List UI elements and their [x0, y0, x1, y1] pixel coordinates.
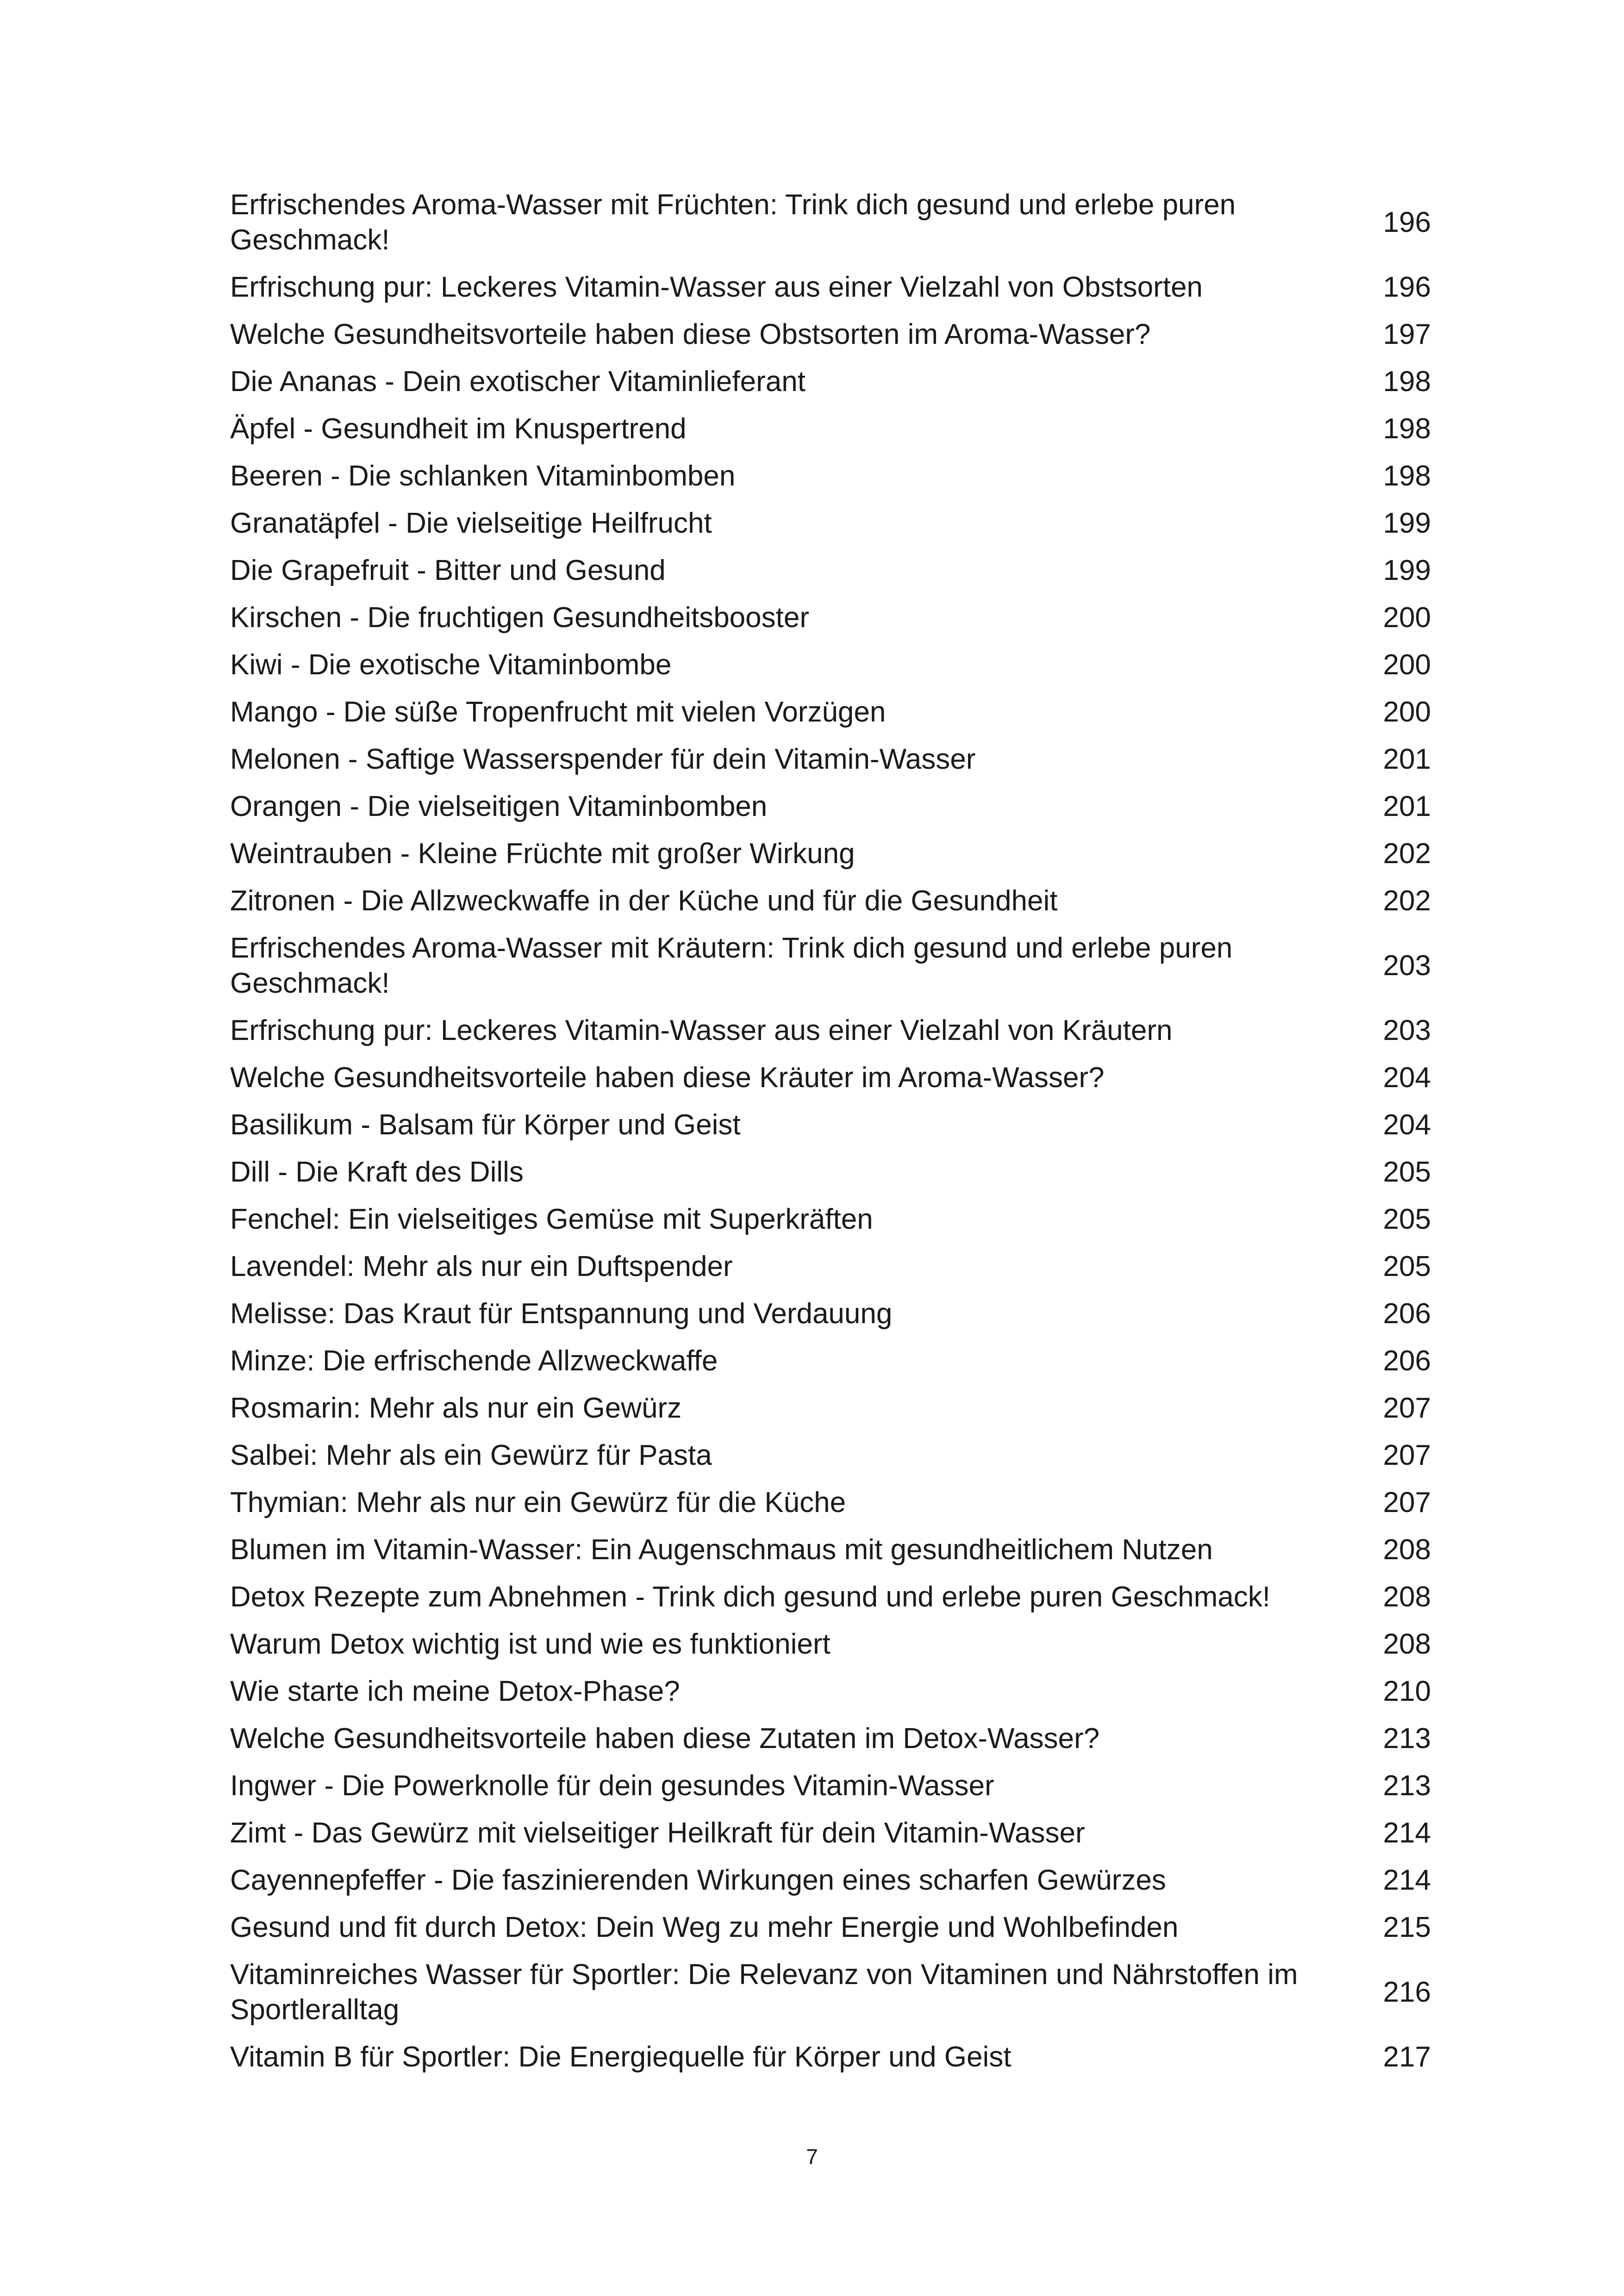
toc-entry	[230, 1108, 1431, 1143]
toc-entry-title: Äpfel - Gesundheit im Knuspertrend	[230, 413, 687, 445]
table-of-contents	[230, 187, 1431, 2087]
toc-entry-page: 207	[1383, 1487, 1431, 1518]
toc-entry	[230, 1438, 1431, 1473]
page-number: 7	[806, 2145, 818, 2169]
toc-entry	[230, 1344, 1431, 1379]
toc-entry	[230, 1910, 1431, 1945]
toc-entry-title: Thymian: Mehr als nur ein Gewürz für die Küche	[230, 1487, 846, 1518]
toc-entry-title: Welche Gesundheitsvorteile haben diese Zutaten im Detox-Wasser?	[230, 1723, 1100, 1755]
toc-entry-page: 205	[1383, 1251, 1431, 1282]
toc-entry-page: 198	[1383, 460, 1431, 492]
toc-entry-page: 202	[1383, 885, 1431, 917]
toc-entry-title: Warum Detox wichtig ist und wie es funktioniert	[230, 1628, 831, 1660]
toc-entry-page: 200	[1383, 696, 1431, 728]
toc-entry-title: Melonen - Saftige Wasserspender für dein Vitamin-Wasser	[230, 743, 976, 775]
toc-entry-title: Granatäpfel - Die vielseitige Heilfrucht	[230, 507, 712, 539]
toc-entry-page: 203	[1383, 950, 1431, 982]
toc-entry-title: Detox Rezepte zum Abnehmen - Trink dich gesund und erlebe puren Geschmack!	[230, 1581, 1271, 1613]
toc-entry	[230, 1721, 1431, 1756]
toc-entry-page: 201	[1383, 743, 1431, 775]
toc-entry-page: 207	[1383, 1439, 1431, 1471]
toc-entry	[230, 1249, 1431, 1284]
toc-entry	[230, 553, 1431, 588]
toc-entry	[230, 411, 1431, 447]
toc-entry	[230, 364, 1431, 399]
toc-entry	[230, 1580, 1431, 1615]
toc-entry	[230, 1013, 1431, 1048]
toc-entry-title: Weintrauben - Kleine Früchte mit großer Wirkung	[230, 838, 855, 870]
toc-entry-page: 213	[1383, 1723, 1431, 1755]
toc-entry-title: Dill - Die Kraft des Dills	[230, 1156, 524, 1188]
toc-entry-page: 205	[1383, 1203, 1431, 1235]
toc-entry-title: Erfrischung pur: Leckeres Vitamin-Wasser aus einer Vielzahl von Obstsorten	[230, 271, 1203, 303]
toc-entry-page: 196	[1383, 206, 1431, 238]
toc-entry-page: 215	[1383, 1911, 1431, 1943]
toc-entry-page: 198	[1383, 413, 1431, 445]
toc-entry-page: 208	[1383, 1534, 1431, 1566]
toc-entry-title: Erfrischendes Aroma-Wasser mit Kräutern: Trink dich gesund und erlebe puren Geschmack!	[230, 932, 1233, 999]
toc-entry-page: 199	[1383, 507, 1431, 539]
toc-entry	[230, 647, 1431, 683]
toc-entry	[230, 187, 1431, 258]
toc-entry	[230, 459, 1431, 494]
toc-entry-page: 214	[1383, 1864, 1431, 1896]
toc-entry-title: Die Grapefruit - Bitter und Gesund	[230, 554, 666, 586]
toc-entry-title: Rosmarin: Mehr als nur ein Gewürz	[230, 1392, 682, 1424]
toc-entry-title: Fenchel: Ein vielseitiges Gemüse mit Superkräften	[230, 1203, 873, 1235]
toc-entry	[230, 1674, 1431, 1709]
toc-entry-page: 204	[1383, 1062, 1431, 1094]
toc-entry-title: Gesund und fit durch Detox: Dein Weg zu mehr Energie und Wohlbefinden	[230, 1911, 1179, 1943]
toc-entry-page: 216	[1383, 1976, 1431, 2008]
toc-entry-page: 206	[1383, 1298, 1431, 1330]
toc-entry-page: 214	[1383, 1817, 1431, 1849]
toc-entry-title: Minze: Die erfrischende Allzweckwaffe	[230, 1345, 718, 1377]
toc-entry-title: Die Ananas - Dein exotischer Vitaminlieferant	[230, 366, 806, 398]
toc-entry-page: 205	[1383, 1156, 1431, 1188]
toc-entry	[230, 1202, 1431, 1237]
toc-entry-page: 208	[1383, 1628, 1431, 1660]
toc-entry-page: 198	[1383, 366, 1431, 398]
toc-entry-title: Erfrischendes Aroma-Wasser mit Früchten: Trink dich gesund und erlebe puren Geschmack!	[230, 189, 1236, 256]
toc-entry-title: Vitamin B für Sportler: Die Energiequelle für Körper und Geist	[230, 2041, 1012, 2073]
toc-entry-title: Cayennepfeffer - Die faszinierenden Wirkungen eines scharfen Gewürzes	[230, 1864, 1166, 1896]
toc-entry-title: Kiwi - Die exotische Vitaminbombe	[230, 649, 672, 681]
toc-entry-page: 207	[1383, 1392, 1431, 1424]
toc-entry	[230, 1863, 1431, 1898]
toc-entry-title: Lavendel: Mehr als nur ein Duftspender	[230, 1251, 733, 1282]
toc-entry	[230, 836, 1431, 871]
toc-entry-title: Welche Gesundheitsvorteile haben diese Kräuter im Aroma-Wasser?	[230, 1062, 1105, 1094]
toc-entry	[230, 931, 1431, 1001]
toc-entry	[230, 1957, 1431, 2028]
toc-entry	[230, 270, 1431, 305]
toc-entry	[230, 1485, 1431, 1520]
toc-entry-page: 204	[1383, 1109, 1431, 1141]
toc-entry-page: 200	[1383, 602, 1431, 634]
toc-entry-title: Blumen im Vitamin-Wasser: Ein Augenschmaus mit gesundheitlichem Nutzen	[230, 1534, 1213, 1566]
toc-entry-title: Salbei: Mehr als ein Gewürz für Pasta	[230, 1439, 712, 1471]
toc-entry-page: 197	[1383, 318, 1431, 350]
toc-entry-page: 208	[1383, 1581, 1431, 1613]
toc-entry-title: Orangen - Die vielseitigen Vitaminbomben	[230, 790, 768, 822]
toc-entry	[230, 1768, 1431, 1804]
toc-entry-page: 210	[1383, 1675, 1431, 1707]
toc-entry	[230, 1391, 1431, 1426]
toc-entry	[230, 884, 1431, 919]
toc-entry	[230, 1060, 1431, 1095]
toc-entry	[230, 1155, 1431, 1190]
toc-entry-title: Beeren - Die schlanken Vitaminbomben	[230, 460, 736, 492]
toc-entry-title: Mango - Die süße Tropenfrucht mit vielen Vorzügen	[230, 696, 886, 728]
toc-entry-title: Melisse: Das Kraut für Entspannung und Verdauung	[230, 1298, 893, 1330]
toc-entry-title: Ingwer - Die Powerknolle für dein gesundes Vitamin-Wasser	[230, 1770, 994, 1802]
toc-entry	[230, 506, 1431, 541]
toc-entry-page: 203	[1383, 1014, 1431, 1046]
toc-entry-page: 196	[1383, 271, 1431, 303]
toc-entry-title: Zitronen - Die Allzweckwaffe in der Küche und für die Gesundheit	[230, 885, 1058, 917]
toc-entry-page: 217	[1383, 2041, 1431, 2073]
toc-entry	[230, 1816, 1431, 1851]
toc-entry-page: 200	[1383, 649, 1431, 681]
toc-entry	[230, 1627, 1431, 1662]
toc-entry-title: Erfrischung pur: Leckeres Vitamin-Wasser aus einer Vielzahl von Kräutern	[230, 1014, 1173, 1046]
toc-entry-page: 213	[1383, 1770, 1431, 1802]
toc-entry-page: 206	[1383, 1345, 1431, 1377]
toc-entry	[230, 1532, 1431, 1568]
toc-entry	[230, 2040, 1431, 2075]
toc-entry	[230, 317, 1431, 352]
toc-entry-title: Welche Gesundheitsvorteile haben diese Obstsorten im Aroma-Wasser?	[230, 318, 1151, 350]
toc-entry	[230, 742, 1431, 777]
toc-entry-title: Vitaminreiches Wasser für Sportler: Die Relevanz von Vitaminen und Nährstoffen im Sportleralltag	[230, 1959, 1298, 2026]
toc-entry	[230, 789, 1431, 824]
toc-entry	[230, 695, 1431, 730]
toc-entry-title: Zimt - Das Gewürz mit vielseitiger Heilkraft für dein Vitamin-Wasser	[230, 1817, 1085, 1849]
toc-entry-page: 199	[1383, 554, 1431, 586]
toc-entry-page: 201	[1383, 790, 1431, 822]
toc-entry	[230, 1296, 1431, 1332]
toc-entry-title: Kirschen - Die fruchtigen Gesundheitsbooster	[230, 602, 809, 634]
toc-entry-page: 202	[1383, 838, 1431, 870]
toc-entry	[230, 600, 1431, 635]
toc-entry-title: Wie starte ich meine Detox-Phase?	[230, 1675, 680, 1707]
toc-entry-title: Basilikum - Balsam für Körper und Geist	[230, 1109, 741, 1141]
